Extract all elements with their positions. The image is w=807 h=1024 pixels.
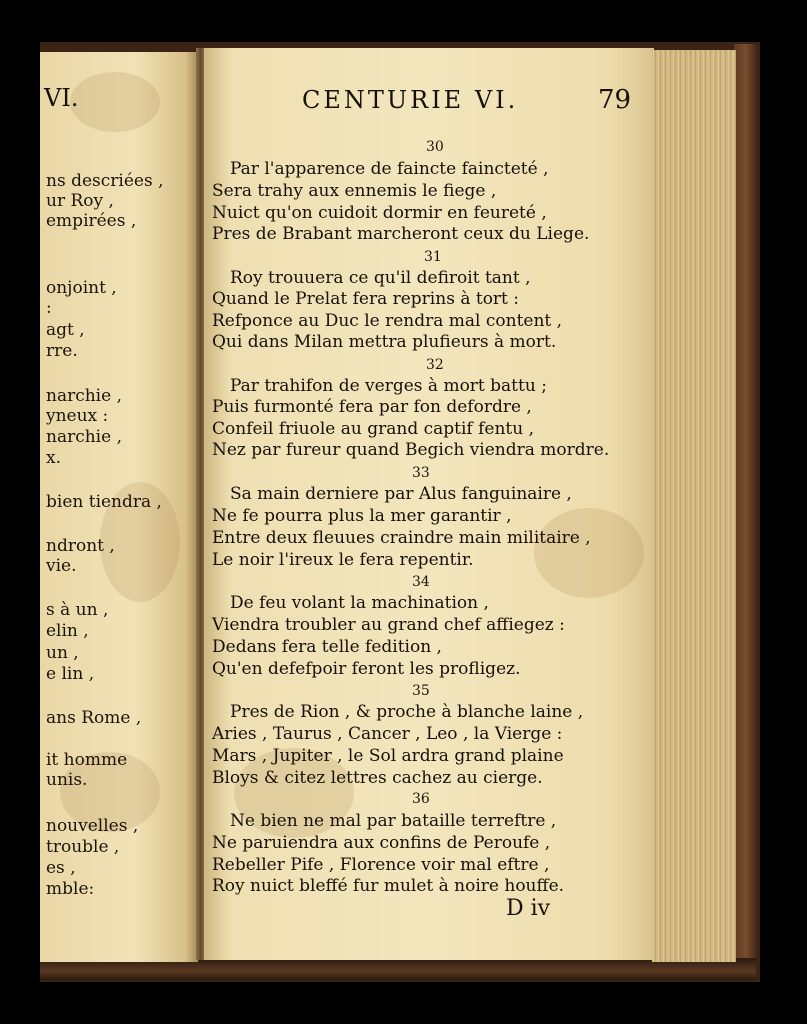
page-title: CENTURIE VI. [302, 86, 519, 114]
left-fragment: es , [46, 858, 76, 878]
left-fragment: ur Roy , [46, 191, 114, 211]
verse-line: Aries , Taurus , Cancer , Leo , la Vierge : [212, 724, 563, 744]
left-fragment: elin , [46, 621, 89, 641]
left-fragment: unis. [46, 770, 88, 790]
page-edges [652, 50, 736, 962]
left-fragment: e lin , [46, 664, 95, 684]
verse-line: Dedans fera telle fedition , [212, 637, 442, 657]
left-fragment: yneux : [46, 406, 109, 426]
verse-line: Ne paruiendra aux confins de Peroufe , [212, 833, 551, 853]
left-fragment: rre. [46, 341, 78, 361]
verse-line: Puis furmonté fera par fon defordre , [212, 397, 532, 417]
verse-line: Pres de Brabant marcheront ceux du Liege. [212, 224, 590, 244]
verse-line: Ne fe pourra plus la mer garantir , [212, 506, 512, 526]
left-fragment: s à un , [46, 600, 109, 620]
signature-mark: D iv [506, 896, 551, 921]
left-fragment: ans Rome , [46, 708, 142, 728]
verse-line: Confeil friuole au grand captif fentu , [212, 419, 535, 439]
verse-line: Bloys & citez lettres cachez au cierge. [212, 768, 543, 788]
left-fragment: vie. [46, 556, 77, 576]
left-fragment: trouble , [46, 837, 120, 857]
verse-line: Sera trahy aux ennemis le fiege , [212, 181, 497, 201]
verse-line: Rebeller Pife , Florence voir mal eftre , [212, 855, 550, 875]
quatrain-number: 36 [412, 791, 430, 807]
quatrain-number: 32 [426, 357, 444, 373]
verse-line: Quand le Prelat fera reprins à tort : [212, 289, 520, 309]
left-fragment: it homme [46, 750, 128, 770]
quatrain-number: 35 [412, 683, 430, 699]
verse-line: Ne bien ne mal par bataille terreftre , [230, 811, 557, 831]
verse-line: Refponce au Duc le rendra mal content , [212, 311, 563, 331]
verse-line: Pres de Rion , & proche à blanche laine , [230, 702, 584, 722]
verse-line: Par l'apparence de faincte faincteté , [230, 159, 549, 179]
verse-line: Nuict qu'on cuidoit dormir en feureté , [212, 203, 547, 223]
paper-stain [70, 72, 160, 132]
verse-line: Par trahifon de verges à mort battu ; [230, 376, 547, 396]
verse-line: Qui dans Milan mettra plufieurs à mort. [212, 332, 557, 352]
left-fragment: x. [46, 448, 61, 468]
page-number: 79 [598, 85, 632, 115]
quatrain-number: 33 [412, 465, 430, 481]
verse-line: De feu volant la machination , [230, 593, 489, 613]
verse-line: Roy nuict bleffé fur mulet à noire houffe. [212, 876, 565, 896]
quatrain-number: 30 [426, 139, 444, 155]
verse-line: Le noir l'ireux le fera repentir. [212, 550, 474, 570]
left-fragment: nouvelles , [46, 816, 139, 836]
verse-line: Viendra troubler au grand chef affiegez : [212, 615, 565, 635]
left-fragment: mble: [46, 879, 95, 899]
left-fragment: bien tiendra , [46, 492, 162, 512]
verse-line: Roy trouuera ce qu'il defiroit tant , [230, 268, 531, 288]
left-fragment: : [46, 298, 52, 318]
left-fragment: agt , [46, 320, 85, 340]
left-fragment: empirées , [46, 211, 137, 231]
left-fragment: onjoint , [46, 278, 117, 298]
verse-line: Qu'en defefpoir feront les profligez. [212, 659, 521, 679]
left-fragment: ndront , [46, 536, 115, 556]
verse-line: Nez par fureur quand Begich viendra mordre. [212, 440, 610, 460]
quatrain-number: 34 [412, 574, 430, 590]
left-page-header: VI. [44, 84, 79, 112]
quatrain-number: 31 [424, 249, 442, 265]
left-fragment: narchie , [46, 427, 122, 447]
verse-line: Entre deux fleuues craindre main militaire , [212, 528, 591, 548]
cover-edge [734, 44, 758, 974]
left-fragment: narchie , [46, 386, 122, 406]
verse-line: Sa main derniere par Alus fanguinaire , [230, 484, 572, 504]
verse-line: Mars , Jupiter , le Sol ardra grand plaine [212, 746, 564, 766]
left-fragment: un , [46, 643, 79, 663]
left-fragment: ns descriées , [46, 171, 164, 191]
paper-stain [534, 508, 644, 598]
